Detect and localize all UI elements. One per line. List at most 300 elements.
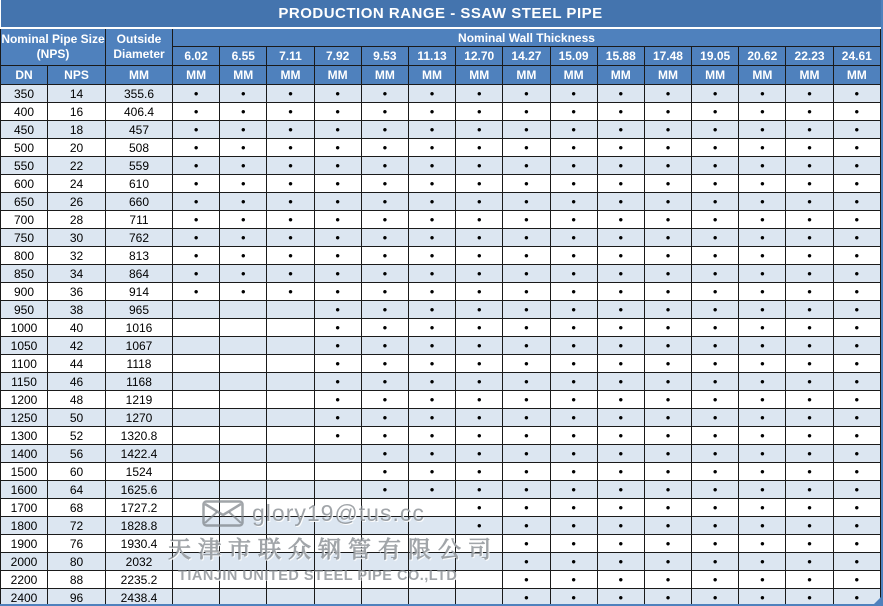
cell-available-dot: • xyxy=(314,391,361,409)
cell-available-dot: • xyxy=(220,265,267,283)
cell-dn: 1000 xyxy=(1,319,48,337)
cell-available-dot: • xyxy=(833,391,880,409)
cell-unavailable xyxy=(173,481,220,499)
cell-available-dot: • xyxy=(173,283,220,301)
cell-dn: 1800 xyxy=(1,517,48,535)
cell-available-dot: • xyxy=(267,121,314,139)
cell-nps: 32 xyxy=(48,247,106,265)
cell-available-dot: • xyxy=(456,301,503,319)
cell-available-dot: • xyxy=(550,589,597,606)
cell-unavailable xyxy=(267,355,314,373)
cell-unavailable xyxy=(173,571,220,589)
cell-available-dot: • xyxy=(692,319,739,337)
cell-available-dot: • xyxy=(692,535,739,553)
cell-available-dot: • xyxy=(550,481,597,499)
cell-available-dot: • xyxy=(456,355,503,373)
cell-unavailable xyxy=(173,427,220,445)
cell-available-dot: • xyxy=(692,85,739,103)
cell-available-dot: • xyxy=(692,103,739,121)
cell-available-dot: • xyxy=(597,463,644,481)
cell-unavailable xyxy=(456,589,503,606)
cell-available-dot: • xyxy=(550,139,597,157)
cell-dn: 1900 xyxy=(1,535,48,553)
cell-available-dot: • xyxy=(739,535,786,553)
table-row xyxy=(1,193,881,211)
cell-available-dot: • xyxy=(739,571,786,589)
cell-available-dot: • xyxy=(597,391,644,409)
cell-available-dot: • xyxy=(361,481,408,499)
cell-available-dot: • xyxy=(786,103,833,121)
cell-nps: 26 xyxy=(48,193,106,211)
cell-nps: 56 xyxy=(48,445,106,463)
cell-unavailable xyxy=(456,535,503,553)
thickness-header: 6.55 xyxy=(220,47,267,66)
cell-dn: 350 xyxy=(1,85,48,103)
cell-available-dot: • xyxy=(692,265,739,283)
cell-od: 508 xyxy=(106,139,173,157)
cell-nps: 50 xyxy=(48,409,106,427)
page-title: PRODUCTION RANGE - SSAW STEEL PIPE xyxy=(1,0,881,28)
cell-od: 559 xyxy=(106,157,173,175)
cell-nps: 22 xyxy=(48,157,106,175)
cell-unavailable xyxy=(267,301,314,319)
cell-nps: 42 xyxy=(48,337,106,355)
cell-available-dot: • xyxy=(314,229,361,247)
cell-nps: 18 xyxy=(48,121,106,139)
cell-available-dot: • xyxy=(456,499,503,517)
cell-available-dot: • xyxy=(314,193,361,211)
cell-available-dot: • xyxy=(739,553,786,571)
cell-available-dot: • xyxy=(550,157,597,175)
thickness-header: 22.23 xyxy=(786,47,833,66)
cell-unavailable xyxy=(267,373,314,391)
table-row xyxy=(1,481,881,499)
cell-available-dot: • xyxy=(408,103,455,121)
cell-available-dot: • xyxy=(597,409,644,427)
cell-available-dot: • xyxy=(361,193,408,211)
unit-mm: MM xyxy=(739,66,786,85)
thickness-header: 12.70 xyxy=(456,47,503,66)
cell-available-dot: • xyxy=(456,157,503,175)
cell-available-dot: • xyxy=(361,265,408,283)
cell-available-dot: • xyxy=(786,301,833,319)
cell-available-dot: • xyxy=(408,301,455,319)
cell-available-dot: • xyxy=(644,319,691,337)
cell-unavailable xyxy=(408,589,455,606)
cell-available-dot: • xyxy=(739,373,786,391)
cell-unavailable xyxy=(220,409,267,427)
cell-unavailable xyxy=(220,355,267,373)
cell-available-dot: • xyxy=(833,499,880,517)
watermark-email: glory19@tus.cc xyxy=(252,500,425,526)
cell-available-dot: • xyxy=(456,283,503,301)
cell-unavailable xyxy=(361,499,408,517)
cell-available-dot: • xyxy=(503,481,550,499)
table-row xyxy=(1,445,881,463)
table-row xyxy=(1,355,881,373)
cell-available-dot: • xyxy=(597,517,644,535)
cell-available-dot: • xyxy=(408,85,455,103)
cell-nps: 46 xyxy=(48,373,106,391)
cell-available-dot: • xyxy=(597,355,644,373)
table-row xyxy=(1,175,881,193)
cell-available-dot: • xyxy=(644,373,691,391)
cell-available-dot: • xyxy=(739,481,786,499)
cell-od: 2235.2 xyxy=(106,571,173,589)
unit-mm: MM xyxy=(644,66,691,85)
cell-available-dot: • xyxy=(644,589,691,606)
cell-unavailable xyxy=(173,553,220,571)
cell-unavailable xyxy=(173,535,220,553)
cell-available-dot: • xyxy=(267,229,314,247)
cell-available-dot: • xyxy=(739,355,786,373)
header-wall-thickness: Nominal Wall Thickness xyxy=(173,28,881,47)
cell-available-dot: • xyxy=(408,139,455,157)
table-row xyxy=(1,535,881,553)
unit-mm: MM xyxy=(267,66,314,85)
cell-unavailable xyxy=(314,517,361,535)
watermark-company-cn: 天津市联众钢管有限公司 xyxy=(168,536,498,562)
cell-available-dot: • xyxy=(220,157,267,175)
cell-od: 1828.8 xyxy=(106,517,173,535)
cell-unavailable xyxy=(456,553,503,571)
cell-available-dot: • xyxy=(314,319,361,337)
cell-available-dot: • xyxy=(456,175,503,193)
cell-available-dot: • xyxy=(739,445,786,463)
cell-available-dot: • xyxy=(644,229,691,247)
cell-available-dot: • xyxy=(267,211,314,229)
cell-available-dot: • xyxy=(786,553,833,571)
cell-unavailable xyxy=(220,481,267,499)
cell-unavailable xyxy=(361,535,408,553)
header-nominal-pipe-size: Nominal Pipe Size (NPS) xyxy=(1,28,106,66)
table-row xyxy=(1,571,881,589)
cell-unavailable xyxy=(267,427,314,445)
cell-od: 1118 xyxy=(106,355,173,373)
thickness-header: 9.53 xyxy=(361,47,408,66)
cell-available-dot: • xyxy=(833,571,880,589)
unit-mm: MM xyxy=(597,66,644,85)
cell-available-dot: • xyxy=(786,139,833,157)
header-nps: NPS xyxy=(48,66,106,85)
cell-available-dot: • xyxy=(173,175,220,193)
cell-unavailable xyxy=(220,301,267,319)
cell-available-dot: • xyxy=(739,517,786,535)
cell-od: 864 xyxy=(106,265,173,283)
cell-available-dot: • xyxy=(597,445,644,463)
cell-available-dot: • xyxy=(833,247,880,265)
cell-available-dot: • xyxy=(408,319,455,337)
title-row xyxy=(1,0,881,28)
cell-available-dot: • xyxy=(739,319,786,337)
cell-dn: 900 xyxy=(1,283,48,301)
cell-unavailable xyxy=(220,463,267,481)
cell-unavailable xyxy=(267,589,314,606)
cell-available-dot: • xyxy=(361,463,408,481)
cell-dn: 400 xyxy=(1,103,48,121)
cell-available-dot: • xyxy=(833,319,880,337)
cell-available-dot: • xyxy=(361,301,408,319)
cell-unavailable xyxy=(408,517,455,535)
cell-available-dot: • xyxy=(550,337,597,355)
cell-unavailable xyxy=(361,517,408,535)
cell-unavailable xyxy=(314,589,361,606)
cell-unavailable xyxy=(456,571,503,589)
cell-available-dot: • xyxy=(833,103,880,121)
thickness-header: 19.05 xyxy=(692,47,739,66)
cell-od: 2438.4 xyxy=(106,589,173,606)
cell-available-dot: • xyxy=(503,247,550,265)
cell-available-dot: • xyxy=(739,175,786,193)
thickness-header: 20.62 xyxy=(739,47,786,66)
cell-available-dot: • xyxy=(692,337,739,355)
cell-available-dot: • xyxy=(361,211,408,229)
cell-available-dot: • xyxy=(456,193,503,211)
cell-available-dot: • xyxy=(644,571,691,589)
cell-available-dot: • xyxy=(361,121,408,139)
cell-dn: 600 xyxy=(1,175,48,193)
cell-available-dot: • xyxy=(408,175,455,193)
cell-available-dot: • xyxy=(503,517,550,535)
cell-available-dot: • xyxy=(456,409,503,427)
cell-available-dot: • xyxy=(597,535,644,553)
cell-available-dot: • xyxy=(786,463,833,481)
cell-available-dot: • xyxy=(361,427,408,445)
cell-unavailable xyxy=(173,301,220,319)
table-row xyxy=(1,121,881,139)
cell-available-dot: • xyxy=(833,373,880,391)
cell-available-dot: • xyxy=(503,373,550,391)
cell-available-dot: • xyxy=(408,409,455,427)
cell-available-dot: • xyxy=(739,337,786,355)
cell-available-dot: • xyxy=(597,373,644,391)
cell-available-dot: • xyxy=(361,157,408,175)
cell-nps: 88 xyxy=(48,571,106,589)
cell-od: 1219 xyxy=(106,391,173,409)
cell-available-dot: • xyxy=(267,247,314,265)
cell-available-dot: • xyxy=(644,391,691,409)
cell-available-dot: • xyxy=(644,481,691,499)
cell-unavailable xyxy=(267,481,314,499)
cell-available-dot: • xyxy=(503,85,550,103)
cell-available-dot: • xyxy=(739,499,786,517)
cell-available-dot: • xyxy=(503,193,550,211)
cell-available-dot: • xyxy=(692,589,739,606)
cell-available-dot: • xyxy=(833,283,880,301)
cell-available-dot: • xyxy=(692,121,739,139)
cell-unavailable xyxy=(361,589,408,606)
cell-od: 1168 xyxy=(106,373,173,391)
cell-dn: 1100 xyxy=(1,355,48,373)
cell-dn: 500 xyxy=(1,139,48,157)
cell-available-dot: • xyxy=(739,139,786,157)
cell-available-dot: • xyxy=(173,247,220,265)
cell-available-dot: • xyxy=(739,121,786,139)
cell-available-dot: • xyxy=(786,445,833,463)
cell-available-dot: • xyxy=(692,499,739,517)
cell-available-dot: • xyxy=(456,85,503,103)
cell-available-dot: • xyxy=(456,445,503,463)
cell-available-dot: • xyxy=(456,139,503,157)
table-body xyxy=(1,85,881,606)
cell-available-dot: • xyxy=(361,391,408,409)
cell-od: 1727.2 xyxy=(106,499,173,517)
cell-available-dot: • xyxy=(833,553,880,571)
cell-available-dot: • xyxy=(597,85,644,103)
cell-unavailable xyxy=(408,571,455,589)
cell-dn: 750 xyxy=(1,229,48,247)
cell-available-dot: • xyxy=(644,463,691,481)
cell-od: 1625.6 xyxy=(106,481,173,499)
cell-available-dot: • xyxy=(739,229,786,247)
cell-available-dot: • xyxy=(786,157,833,175)
cell-unavailable xyxy=(220,319,267,337)
cell-available-dot: • xyxy=(739,427,786,445)
unit-mm: MM xyxy=(503,66,550,85)
cell-available-dot: • xyxy=(503,265,550,283)
table-row xyxy=(1,463,881,481)
cell-available-dot: • xyxy=(597,139,644,157)
cell-unavailable xyxy=(173,445,220,463)
cell-od: 1930.4 xyxy=(106,535,173,553)
cell-available-dot: • xyxy=(408,337,455,355)
cell-available-dot: • xyxy=(408,283,455,301)
cell-available-dot: • xyxy=(173,265,220,283)
table-row xyxy=(1,517,881,535)
thickness-header: 17.48 xyxy=(644,47,691,66)
cell-available-dot: • xyxy=(644,427,691,445)
cell-available-dot: • xyxy=(833,139,880,157)
cell-available-dot: • xyxy=(692,139,739,157)
thickness-header: 7.92 xyxy=(314,47,361,66)
cell-available-dot: • xyxy=(503,445,550,463)
cell-unavailable xyxy=(267,319,314,337)
cell-available-dot: • xyxy=(361,319,408,337)
cell-available-dot: • xyxy=(644,139,691,157)
cell-available-dot: • xyxy=(550,553,597,571)
cell-available-dot: • xyxy=(314,427,361,445)
cell-available-dot: • xyxy=(550,535,597,553)
cell-available-dot: • xyxy=(597,571,644,589)
table-row xyxy=(1,319,881,337)
table-row xyxy=(1,373,881,391)
cell-available-dot: • xyxy=(550,301,597,319)
cell-unavailable xyxy=(267,409,314,427)
cell-available-dot: • xyxy=(739,85,786,103)
cell-unavailable xyxy=(220,427,267,445)
cell-available-dot: • xyxy=(456,229,503,247)
cell-available-dot: • xyxy=(503,409,550,427)
cell-available-dot: • xyxy=(314,211,361,229)
table-row xyxy=(1,499,881,517)
cell-available-dot: • xyxy=(456,103,503,121)
cell-available-dot: • xyxy=(456,337,503,355)
cell-available-dot: • xyxy=(408,427,455,445)
cell-available-dot: • xyxy=(503,499,550,517)
cell-nps: 48 xyxy=(48,391,106,409)
header-od-unit: MM xyxy=(106,66,173,85)
cell-available-dot: • xyxy=(456,463,503,481)
cell-available-dot: • xyxy=(267,175,314,193)
cell-available-dot: • xyxy=(503,139,550,157)
cell-unavailable xyxy=(314,463,361,481)
cell-available-dot: • xyxy=(644,553,691,571)
cell-available-dot: • xyxy=(786,409,833,427)
cell-available-dot: • xyxy=(597,427,644,445)
cell-available-dot: • xyxy=(361,373,408,391)
cell-available-dot: • xyxy=(503,157,550,175)
cell-available-dot: • xyxy=(408,211,455,229)
cell-unavailable xyxy=(173,463,220,481)
cell-unavailable xyxy=(220,373,267,391)
cell-available-dot: • xyxy=(692,517,739,535)
cell-od: 813 xyxy=(106,247,173,265)
cell-available-dot: • xyxy=(644,517,691,535)
cell-available-dot: • xyxy=(739,391,786,409)
cell-unavailable xyxy=(173,517,220,535)
cell-available-dot: • xyxy=(550,175,597,193)
cell-available-dot: • xyxy=(550,463,597,481)
table-row xyxy=(1,139,881,157)
cell-unavailable xyxy=(314,481,361,499)
cell-available-dot: • xyxy=(644,211,691,229)
cell-available-dot: • xyxy=(692,157,739,175)
cell-od: 1270 xyxy=(106,409,173,427)
cell-available-dot: • xyxy=(456,373,503,391)
cell-available-dot: • xyxy=(173,211,220,229)
cell-available-dot: • xyxy=(786,337,833,355)
cell-available-dot: • xyxy=(833,355,880,373)
cell-available-dot: • xyxy=(503,175,550,193)
cell-od: 1067 xyxy=(106,337,173,355)
cell-available-dot: • xyxy=(644,535,691,553)
unit-mm: MM xyxy=(408,66,455,85)
cell-available-dot: • xyxy=(644,283,691,301)
cell-unavailable xyxy=(173,409,220,427)
cell-available-dot: • xyxy=(314,247,361,265)
cell-od: 914 xyxy=(106,283,173,301)
cell-available-dot: • xyxy=(597,319,644,337)
cell-available-dot: • xyxy=(833,589,880,606)
cell-unavailable xyxy=(173,589,220,606)
cell-nps: 80 xyxy=(48,553,106,571)
cell-unavailable xyxy=(220,535,267,553)
unit-mm: MM xyxy=(692,66,739,85)
cell-available-dot: • xyxy=(692,373,739,391)
cell-unavailable xyxy=(361,571,408,589)
cell-available-dot: • xyxy=(361,355,408,373)
cell-available-dot: • xyxy=(644,157,691,175)
cell-dn: 1300 xyxy=(1,427,48,445)
cell-available-dot: • xyxy=(314,265,361,283)
cell-available-dot: • xyxy=(361,103,408,121)
cell-available-dot: • xyxy=(644,265,691,283)
table-row xyxy=(1,265,881,283)
cell-nps: 24 xyxy=(48,175,106,193)
cell-available-dot: • xyxy=(833,481,880,499)
cell-available-dot: • xyxy=(550,355,597,373)
cell-available-dot: • xyxy=(739,211,786,229)
cell-available-dot: • xyxy=(361,247,408,265)
cell-available-dot: • xyxy=(692,391,739,409)
cell-available-dot: • xyxy=(361,337,408,355)
cell-od: 1422.4 xyxy=(106,445,173,463)
unit-mm: MM xyxy=(456,66,503,85)
cell-available-dot: • xyxy=(456,265,503,283)
cell-available-dot: • xyxy=(173,229,220,247)
cell-available-dot: • xyxy=(692,553,739,571)
cell-available-dot: • xyxy=(456,211,503,229)
